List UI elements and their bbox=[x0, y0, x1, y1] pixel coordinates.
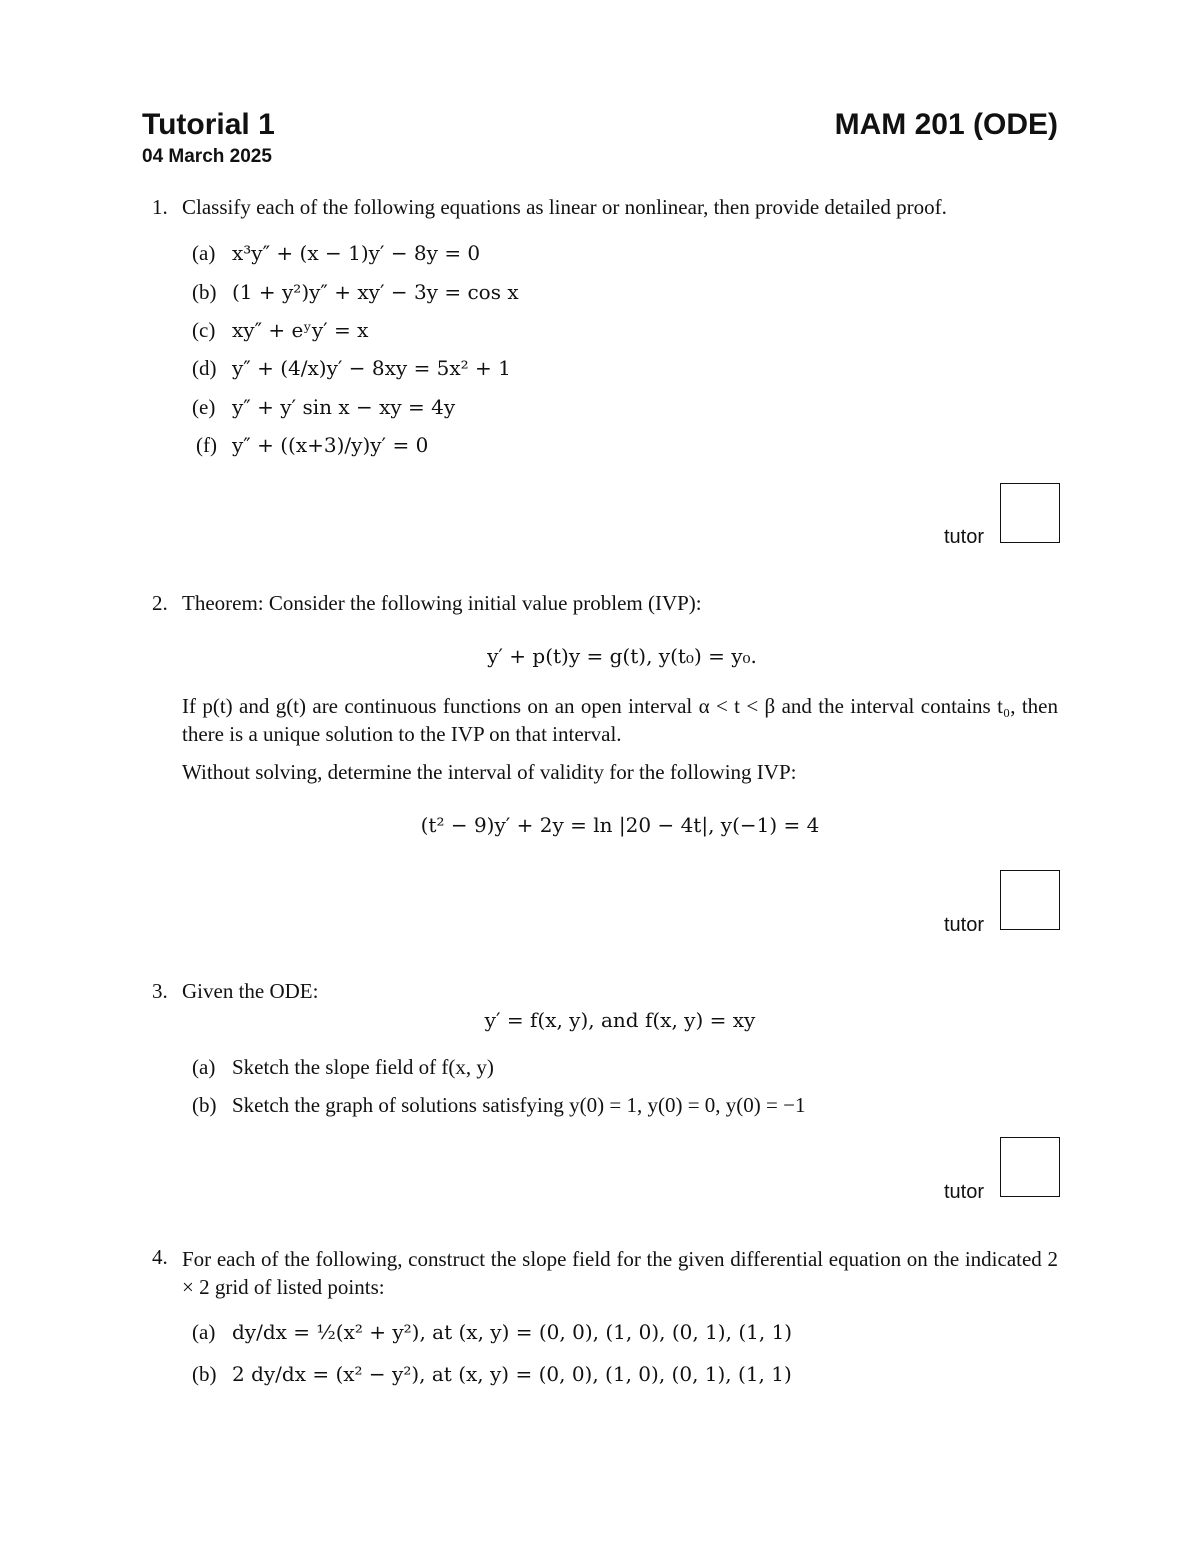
q2-theorem-text: If p(t) and g(t) are continuous functions on an open interval α < t < β and the interval contains t₀, then there is a unique solution to the IVP on that interval. bbox=[182, 694, 1059, 746]
q4-intro: For each of the following, construct the slope field for the given differential equation on the indicated 2 × 2 grid of listed points: bbox=[182, 1247, 1058, 1299]
q1-item-label: (d) bbox=[192, 356, 217, 380]
q2-number: 2. bbox=[152, 591, 168, 615]
q4-item-equation: dy/dx = ½(x² + y²), at (x, y) = (0, 0), (1, 0), (0, 1), (1, 1) bbox=[232, 1320, 793, 1344]
q4-item-label: (b) bbox=[192, 1362, 217, 1386]
q1-item-equation: x³y″ + (x − 1)y′ − 8y = 0 bbox=[232, 241, 481, 265]
q1-item-equation: y″ + ((x+3)/y)y′ = 0 bbox=[232, 433, 429, 457]
tutor-label: tutor bbox=[944, 1181, 985, 1203]
tutor-mark-box bbox=[1000, 1137, 1060, 1197]
q3-intro: Given the ODE: bbox=[182, 979, 319, 1003]
q1-number: 1. bbox=[152, 195, 168, 219]
q4-item-equation: 2 dy/dx = (x² − y²), at (x, y) = (0, 0), (1, 0), (0, 1), (1, 1) bbox=[232, 1362, 792, 1386]
q1-item-equation: (1 + y²)y″ + xy′ − 3y = cos x bbox=[232, 280, 519, 304]
tutor-mark-box bbox=[1000, 870, 1060, 930]
q1-item-equation: xy″ + eʸy′ = x bbox=[232, 318, 369, 342]
tutorial-date: 04 March 2025 bbox=[142, 146, 272, 167]
q4-number: 4. bbox=[152, 1245, 168, 1269]
q3-display-equation: y′ = f(x, y), and f(x, y) = xy bbox=[484, 1008, 756, 1032]
q3-item-text: Sketch the slope field of f(x, y) bbox=[232, 1055, 494, 1079]
q1-item-equation: y″ + (4/x)y′ − 8xy = 5x² + 1 bbox=[232, 356, 511, 380]
tutor-mark-box bbox=[1000, 483, 1060, 543]
q1-item-label: (e) bbox=[192, 395, 216, 419]
q3-item-text: Sketch the graph of solutions satisfying y(0) = 1, y(0) = 0, y(0) = −1 bbox=[232, 1093, 806, 1117]
q1-item-label: (a) bbox=[192, 241, 216, 265]
q1-prompt: Classify each of the following equations as linear or nonlinear, then provide detailed proof. bbox=[182, 195, 947, 219]
q1-item-label: (f) bbox=[196, 433, 217, 457]
q2-display-equation: y′ + p(t)y = g(t), y(t₀) = y₀. bbox=[487, 644, 757, 668]
q1-item-equation: y″ + y′ sin x − xy = 4y bbox=[232, 395, 456, 419]
q4-item-label: (a) bbox=[192, 1320, 216, 1344]
q1-item-label: (c) bbox=[192, 318, 216, 342]
tutor-label: tutor bbox=[944, 914, 985, 936]
q3-item-label: (b) bbox=[192, 1093, 217, 1117]
course-code: MAM 201 (ODE) bbox=[834, 108, 1058, 141]
q1-item-label: (b) bbox=[192, 280, 217, 304]
q2-ivp-equation: (t² − 9)y′ + 2y = ln |20 − 4t|, y(−1) = 4 bbox=[420, 813, 820, 837]
q2-intro: Theorem: Consider the following initial value problem (IVP): bbox=[182, 591, 702, 615]
q3-item-label: (a) bbox=[192, 1055, 216, 1079]
q2-question: Without solving, determine the interval of validity for the following IVP: bbox=[182, 760, 797, 784]
q3-number: 3. bbox=[152, 979, 168, 1003]
page-title: Tutorial 1 bbox=[142, 108, 275, 141]
tutor-label: tutor bbox=[944, 526, 985, 548]
